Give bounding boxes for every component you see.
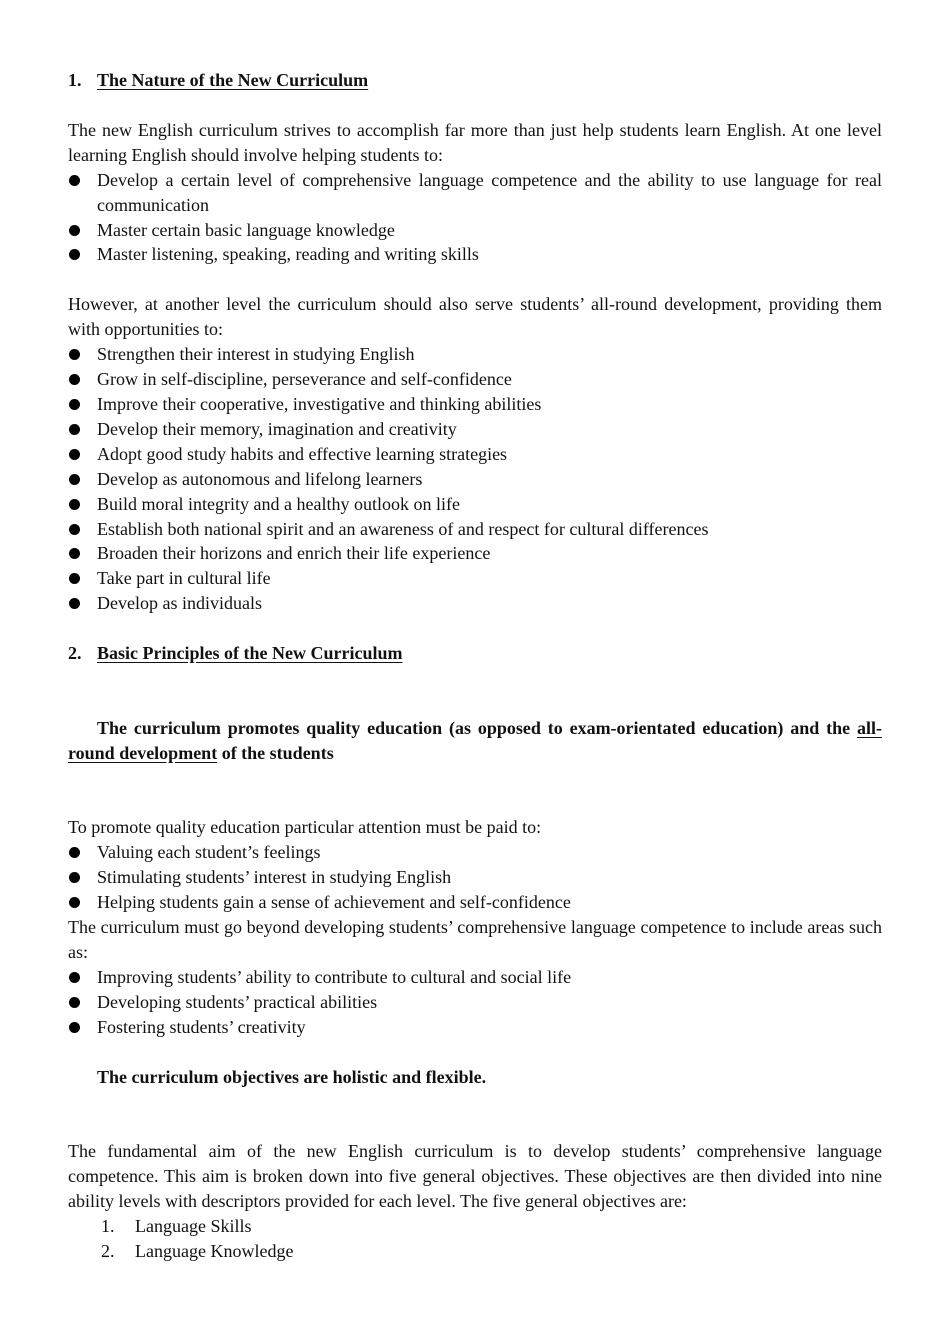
list-item: Master certain basic language knowledge: [68, 218, 882, 243]
list-item: Stimulating students’ interest in studying English: [68, 865, 882, 890]
list-item: Develop as individuals: [68, 591, 882, 616]
promote-bullet-list: [68, 840, 882, 915]
bullet-icon: [68, 840, 97, 865]
bullet-icon: [68, 990, 97, 1015]
bullet-icon: [68, 218, 97, 243]
bullet-icon: [68, 517, 97, 542]
list-item: Broaden their horizons and enrich their life experience: [68, 541, 882, 566]
bullet-icon: [68, 342, 97, 367]
promote-intro: To promote quality education particular attention must be paid to:: [68, 817, 542, 838]
bullet-icon: [68, 467, 97, 492]
list-item: Take part in cultural life: [68, 566, 882, 591]
list-item: Develop as autonomous and lifelong learners: [68, 467, 882, 492]
objectives-list: [68, 1214, 882, 1264]
bullet-icon: [68, 417, 97, 442]
list-item: Develop a certain level of comprehensive language competence and the ability to use language for real communication: [68, 168, 882, 218]
section-1-number: 1.: [68, 70, 82, 90]
bullet-icon: [68, 442, 97, 467]
document-page: [68, 68, 882, 1264]
list-item: 2. Language Knowledge: [101, 1240, 294, 1261]
bullet-icon: [68, 492, 97, 517]
list-item: Build moral integrity and a healthy outlook on life: [68, 492, 882, 517]
list-item: Helping students gain a sense of achievement and self-confidence: [68, 890, 882, 915]
section-2-title: Basic Principles of the New Curriculum: [97, 643, 403, 664]
bullet-icon: [68, 965, 97, 990]
section-1-heading: [68, 68, 882, 93]
section-2-number: 2.: [68, 643, 82, 664]
principle-2-paragraph: The curriculum objectives are holistic and flexible.: [97, 1066, 487, 1087]
list-item: Establish both national spirit and an awareness of and respect for cultural differences: [68, 517, 882, 542]
list-item: Valuing each student’s feelings: [68, 840, 882, 865]
section-2-heading: [68, 641, 882, 666]
section-1-title: The Nature of the New Curriculum: [97, 70, 369, 90]
list-item: Strengthen their interest in studying English: [68, 342, 882, 367]
aim-paragraph: The fundamental aim of the new English curriculum is to develop students’ comprehensive language competence. This aim is broken down into five general objectives. These objectives are then divided into nine ability levels with descriptors provided for each level. The five general objectives are:: [68, 1141, 882, 1212]
bullet-icon: [68, 367, 97, 392]
bullet-icon: [68, 890, 97, 915]
section-1-intro: The new English curriculum strives to accomplish far more than just help students learn English. At one level learning English should involve helping students to:: [68, 119, 882, 165]
list-item: Improving students’ ability to contribute to cultural and social life: [68, 965, 882, 990]
bullet-icon: [68, 566, 97, 591]
bullet-icon: [68, 168, 97, 218]
list-item: Master listening, speaking, reading and writing skills: [68, 242, 882, 267]
bullet-icon: [68, 591, 97, 616]
bullet-icon: [68, 242, 97, 267]
list-item: Grow in self-discipline, perseverance and self-confidence: [68, 367, 882, 392]
bullet-icon: [68, 392, 97, 417]
list-item: Develop their memory, imagination and creativity: [68, 417, 882, 442]
list-item: Adopt good study habits and effective learning strategies: [68, 442, 882, 467]
list-item: 1. Language Skills: [101, 1216, 252, 1237]
bullet-icon: [68, 541, 97, 566]
level-2-bullet-list: [68, 342, 882, 616]
bullet-icon: [68, 1015, 97, 1040]
beyond-bullet-list: [68, 965, 882, 1040]
all-round-development-underline: all-round development: [68, 717, 882, 763]
bullet-icon: [68, 865, 97, 890]
principle-1-paragraph: The curriculum promotes quality education (as opposed to exam-orientated education) and the all-round development of the students: [68, 717, 882, 763]
beyond-intro: The curriculum must go beyond developing students’ comprehensive language competence to include areas such as:: [68, 917, 882, 962]
list-item: Fostering students’ creativity: [68, 1015, 882, 1040]
list-item: Developing students’ practical abilities: [68, 990, 882, 1015]
list-item: Improve their cooperative, investigative and thinking abilities: [68, 392, 882, 417]
however-paragraph: However, at another level the curriculum should also serve students’ all-round development, providing them with opportunities to:: [68, 294, 882, 340]
level-1-bullet-list: [68, 168, 882, 268]
